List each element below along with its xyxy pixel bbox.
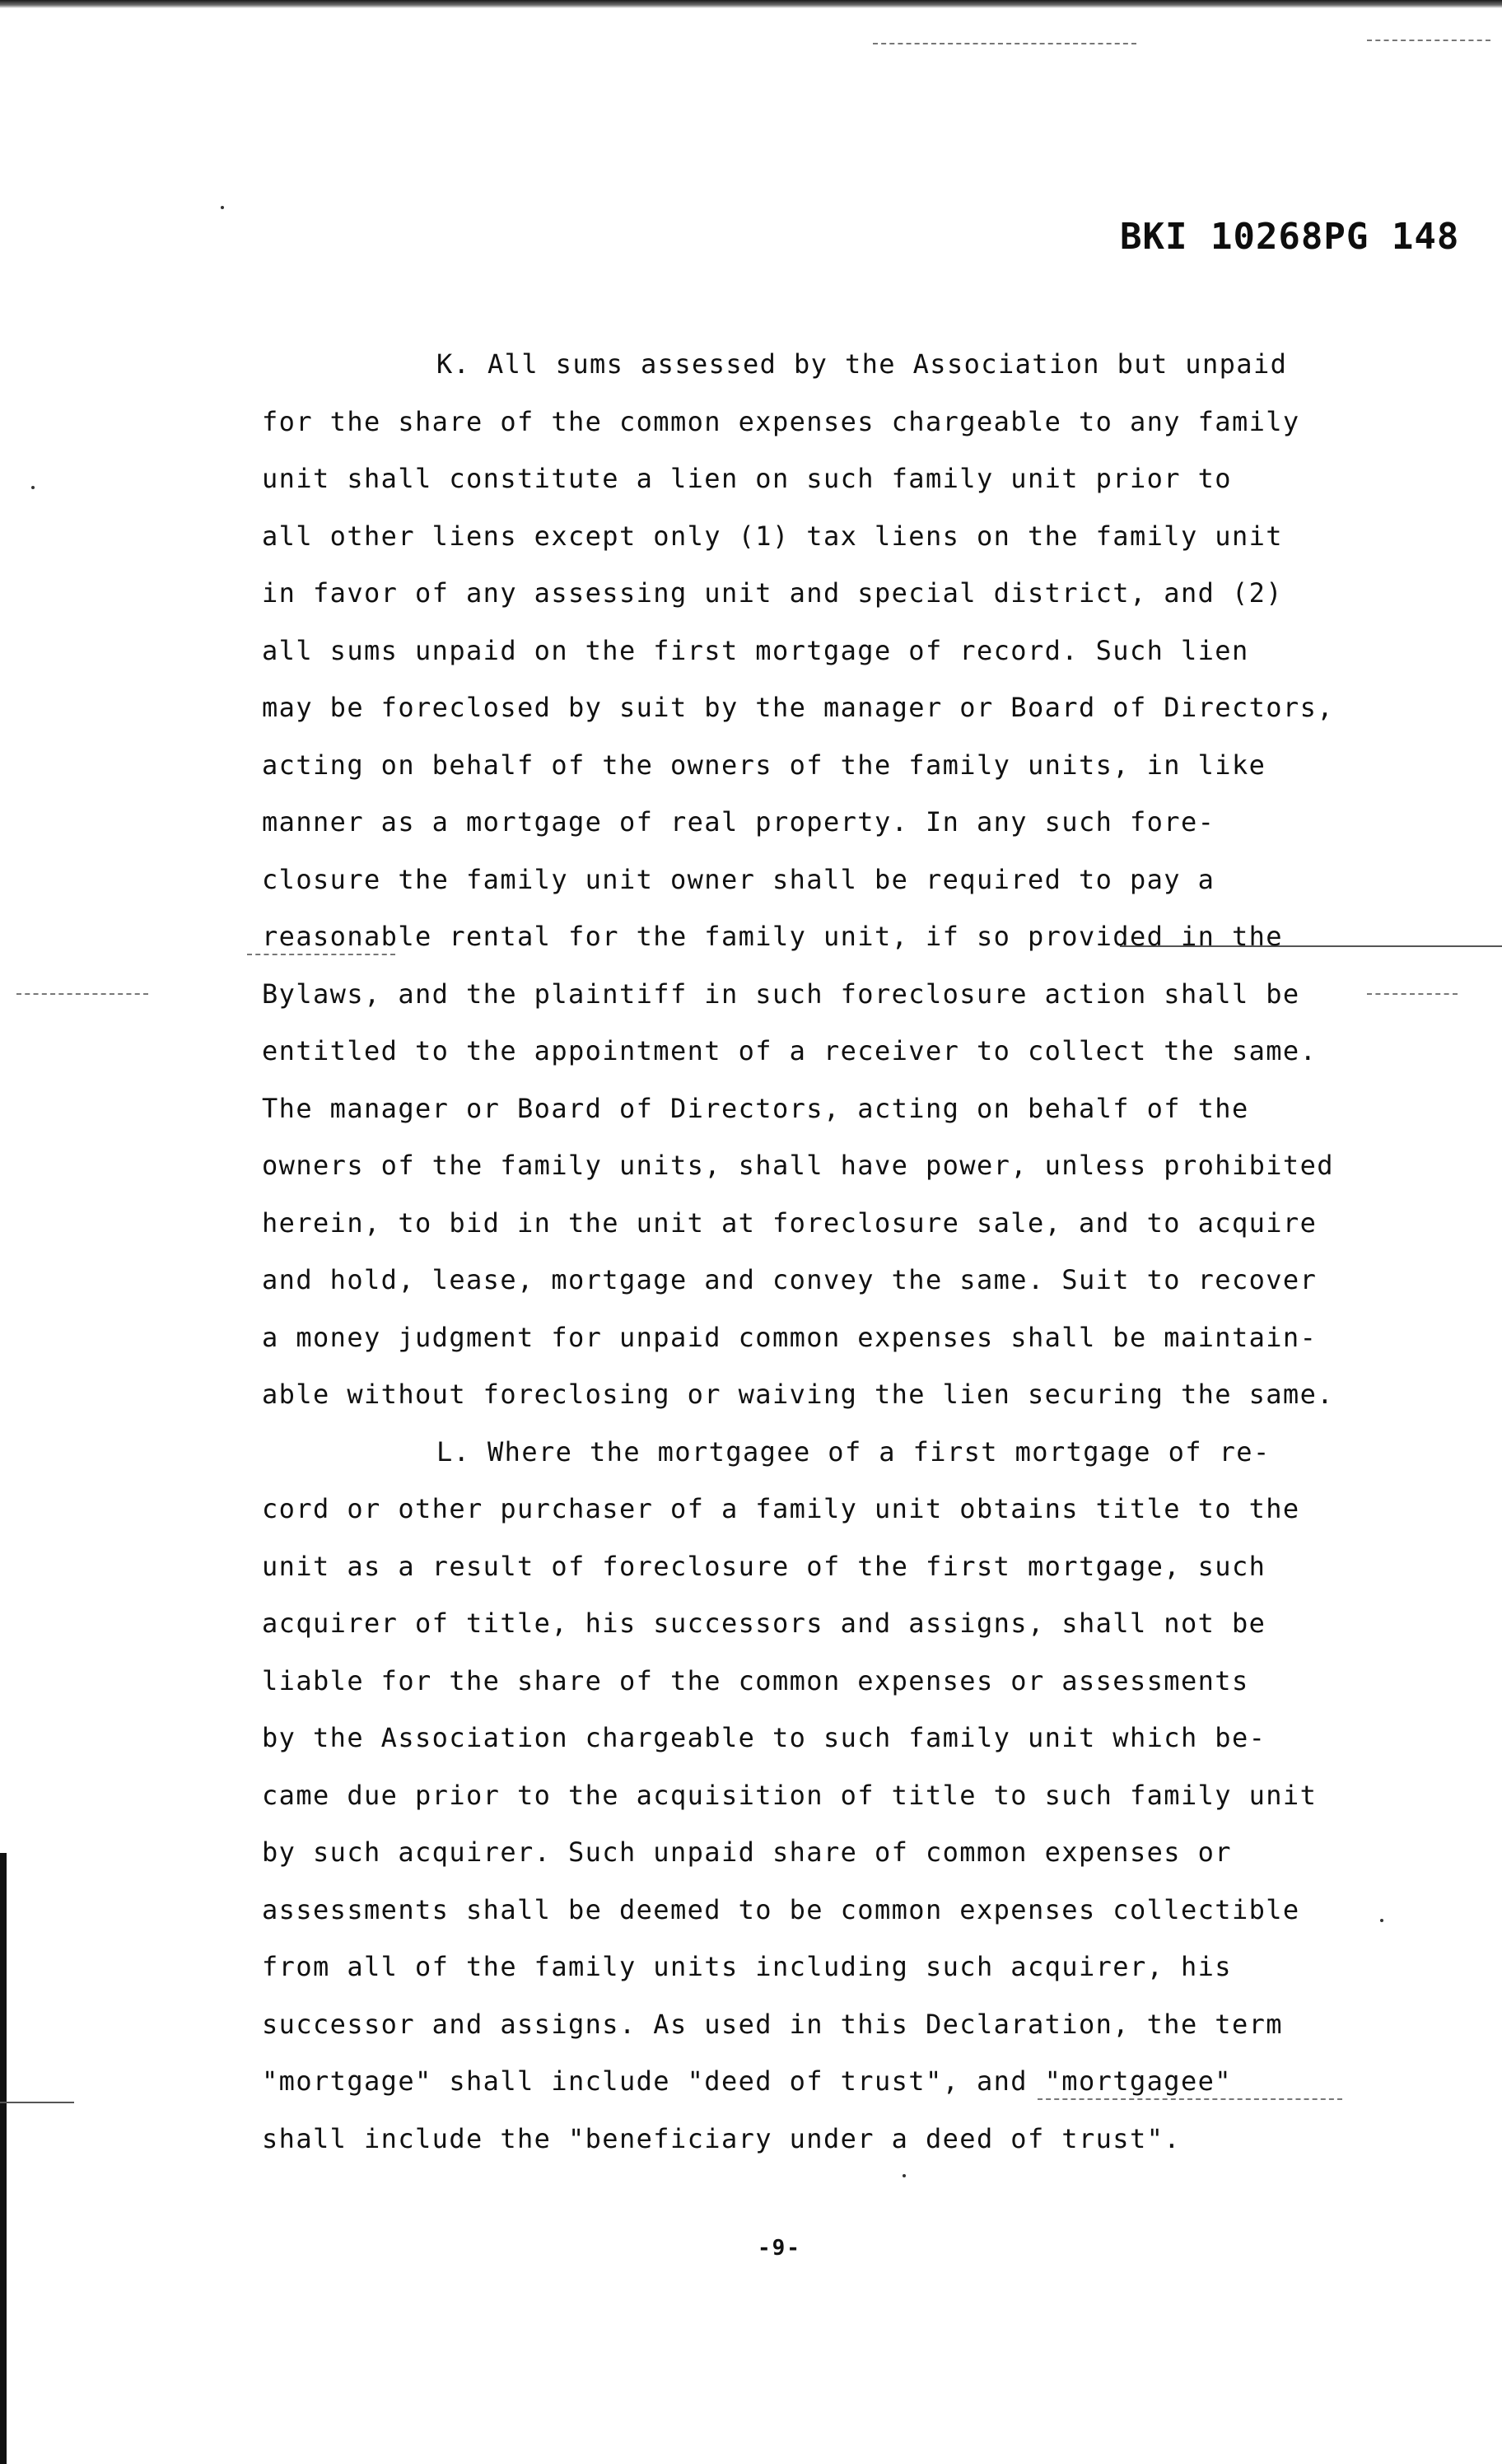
text-line: may be foreclosed by suit by the manager or Board of Directors, [262, 692, 1334, 723]
text-line: herein, to bid in the unit at foreclosure sale, and to acquire [262, 1206, 1318, 1239]
text-line: assessments shall be deemed to be common expenses collectible [262, 1893, 1300, 1925]
text-line: owners of the family units, shall have power, unless prohibited [262, 1150, 1334, 1181]
text-line: entitled to the appointment of a receiver to collect the same. [262, 1035, 1318, 1066]
scan-speck [903, 2174, 906, 2177]
text-line: Bylaws, and the plaintiff in such foreclosure action shall be [262, 978, 1300, 1010]
text-line: and hold, lease, mortgage and convey the same. Suit to recover [262, 1264, 1318, 1295]
text-line: all sums unpaid on the first mortgage of record. Such lien [262, 634, 1249, 666]
scan-top-edge [0, 0, 1502, 8]
text-line: came due prior to the acquisition of title to such family unit [262, 1779, 1318, 1811]
text-line: cord or other purchaser of a family unit obtains title to the [262, 1493, 1300, 1524]
body-text [262, 336, 1398, 2168]
scan-left-edge [0, 1853, 7, 2464]
page-number: -9- [758, 2236, 801, 2261]
text-line: acquirer of title, his successors and assigns, shall not be [262, 1608, 1266, 1639]
text-line: in favor of any assessing unit and special district, and (2) [262, 577, 1283, 609]
text-line: able without foreclosing or waiving the lien securing the same. [262, 1379, 1334, 1410]
text-line: acting on behalf of the owners of the family units, in like [262, 749, 1266, 781]
text-line: all other liens except only (1) tax liens on the family unit [262, 520, 1283, 552]
text-line: unit as a result of foreclosure of the first mortgage, such [262, 1550, 1266, 1582]
text-line: a money judgment for unpaid common expenses shall be maintain- [262, 1321, 1318, 1353]
scan-rule [873, 43, 1136, 44]
text-line: liable for the share of the common expenses or assessments [262, 1664, 1249, 1696]
text-line: by the Association chargeable to such family unit which be- [262, 1722, 1266, 1753]
text-line: "mortgage" shall include "deed of trust", and "mortgagee" [262, 2065, 1232, 2097]
text-line: for the share of the common expenses chargeable to any family [262, 405, 1300, 437]
text-line: The manager or Board of Directors, acting on behalf of the [262, 1092, 1249, 1124]
scan-rule [16, 993, 148, 995]
text-line: K. All sums assessed by the Association but unpaid [436, 348, 1288, 380]
scan-rule [0, 2102, 74, 2103]
scan-rule [1367, 40, 1490, 41]
text-line: by such acquirer. Such unpaid share of common expenses or [262, 1836, 1232, 1868]
text-line: closure the family unit owner shall be required to pay a [262, 863, 1215, 895]
text-line: shall include the "beneficiary under a deed of trust". [262, 2122, 1181, 2154]
text-line: L. Where the mortgagee of a first mortgage of re- [436, 1435, 1271, 1468]
text-line: unit shall constitute a lien on such family unit prior to [262, 463, 1232, 494]
scan-speck [221, 206, 224, 209]
text-line: from all of the family units including such acquirer, his [262, 1951, 1232, 1982]
text-line: manner as a mortgage of real property. In any such fore- [262, 806, 1215, 838]
book-page-stamp: BKI 10268PG 148 [1120, 216, 1460, 258]
scan-speck [31, 486, 35, 489]
text-line: successor and assigns. As used in this Declaration, the term [262, 2008, 1283, 2040]
text-line: reasonable rental for the family unit, if so provided in the [262, 921, 1283, 952]
